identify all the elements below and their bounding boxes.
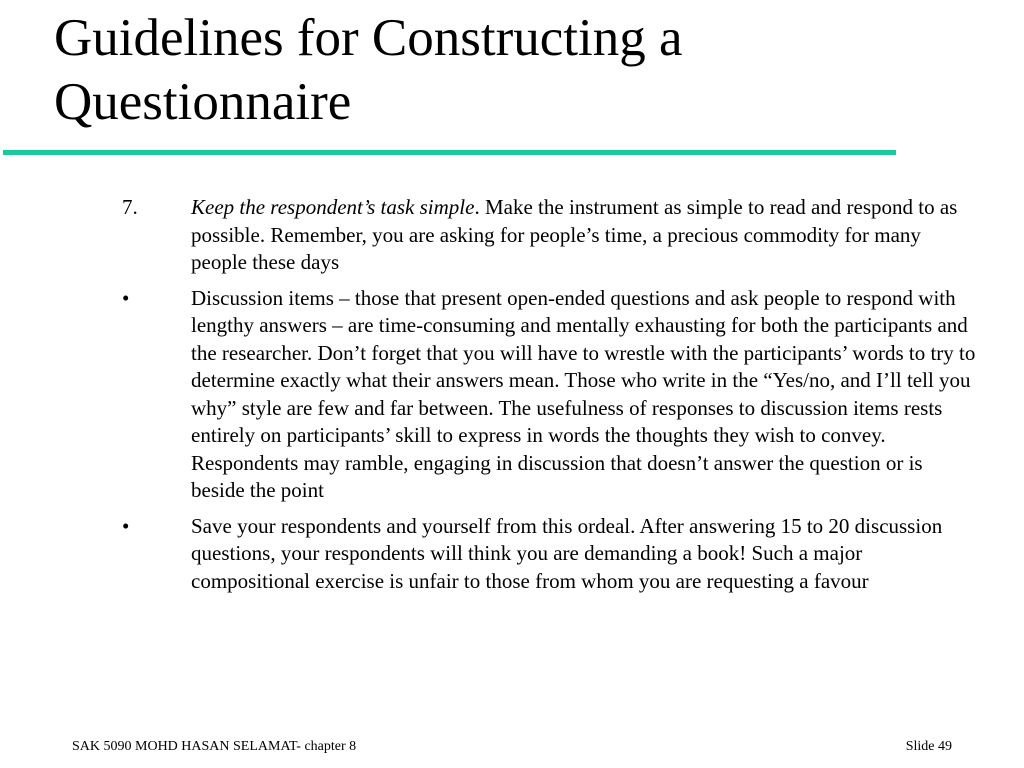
list-item [0,194,1024,277]
bullet: • [122,285,130,310]
list-item [0,513,1024,596]
bullet: • [122,513,130,538]
list-item-body: Save your respondents and yourself from this ordeal. After answering 15 to 20 discussion questions, your respondents will think you are demanding a book! Such a major compositional exercise is unfair to those from whom you are requesting a favour [191,513,943,593]
body-list [0,194,1024,603]
list-item-text [191,285,981,505]
footer-slide-number: Slide 49 [905,739,952,754]
list-item-lead: Keep the respondent’s task simple [191,195,475,219]
slide-title: Guidelines for Constructing a Questionnaire [54,9,683,131]
list-item [0,285,1024,505]
list-number: 7. [122,195,138,219]
list-item-body: Discussion items – those that present open-ended questions and ask people to respond with lengthy answers – are time-consuming and mentally exhausting for both the participants and the researcher. Don’t forget that you will have to wrestle with the participants’ words to try to determine exactly what their answers mean. Those who write in the “Yes/no, and I’ll tell you why” style are few and far between. The usefulness of responses to discussion items rests entirely on participants’ skill to express in words the thoughts they wish to convey. Respondents may ramble, engaging in discussion that doesn’t answer the question or is beside the point [191,285,976,502]
list-item-text [191,194,981,277]
title-underline [3,150,896,155]
list-item-body: . Make the instrument as simple to read and respond to as possible. Remember, you are asking for people’s time, a precious commodity for many people these days [191,195,958,274]
list-item-text [191,513,981,596]
footer-course: SAK 5090 MOHD HASAN SELAMAT- chapter 8 [72,739,357,754]
